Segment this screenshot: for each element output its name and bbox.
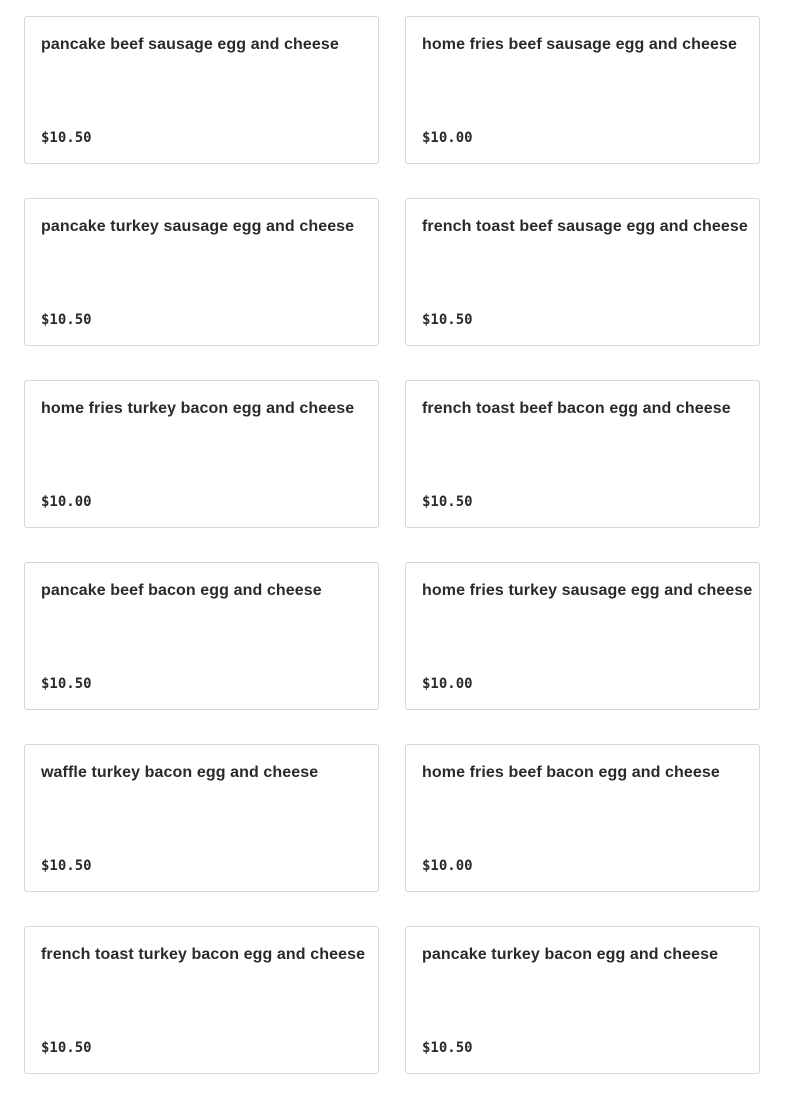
menu-item-name: french toast turkey bacon egg and cheese [41, 946, 366, 963]
menu-item-price: $10.50 [41, 130, 92, 146]
menu-item-card[interactable] [24, 198, 379, 346]
menu-item-price: $10.00 [41, 494, 92, 510]
menu-item-card[interactable] [405, 744, 760, 892]
menu-item-price: $10.00 [422, 858, 473, 874]
menu-item-card[interactable] [405, 926, 760, 1074]
menu-item-price: $10.00 [422, 130, 473, 146]
menu-item-name: waffle turkey bacon egg and cheese [41, 764, 319, 781]
menu-item-card[interactable] [24, 16, 379, 164]
menu-item-card[interactable] [405, 380, 760, 528]
menu-item-name: home fries beef bacon egg and cheese [422, 764, 720, 781]
menu-item-name: french toast beef bacon egg and cheese [422, 400, 731, 417]
menu-item-card[interactable] [405, 16, 760, 164]
menu-item-name: pancake turkey sausage egg and cheese [41, 218, 355, 235]
menu-item-name: pancake beef bacon egg and cheese [41, 582, 322, 599]
menu-item-price: $10.50 [422, 312, 473, 328]
menu-item-card[interactable] [24, 380, 379, 528]
menu-item-card[interactable] [24, 744, 379, 892]
menu-item-price: $10.50 [41, 858, 92, 874]
menu-item-price: $10.50 [41, 1040, 92, 1056]
menu-item-name: pancake beef sausage egg and cheese [41, 36, 339, 53]
menu-item-price: $10.00 [422, 676, 473, 692]
menu-item-card[interactable] [405, 198, 760, 346]
menu-item-name: french toast beef sausage egg and cheese [422, 218, 748, 235]
menu-item-name: home fries beef sausage egg and cheese [422, 36, 738, 53]
menu-item-name: home fries turkey bacon egg and cheese [41, 400, 355, 417]
menu-item-price: $10.50 [41, 676, 92, 692]
menu-item-price: $10.50 [422, 494, 473, 510]
menu-item-card[interactable] [24, 562, 379, 710]
menu-item-price: $10.50 [422, 1040, 473, 1056]
menu-item-name: home fries turkey sausage egg and cheese [422, 582, 753, 599]
menu-item-card[interactable] [24, 926, 379, 1074]
menu-item-name: pancake turkey bacon egg and cheese [422, 946, 719, 963]
menu-item-card[interactable] [405, 562, 760, 710]
menu-item-price: $10.50 [41, 312, 92, 328]
